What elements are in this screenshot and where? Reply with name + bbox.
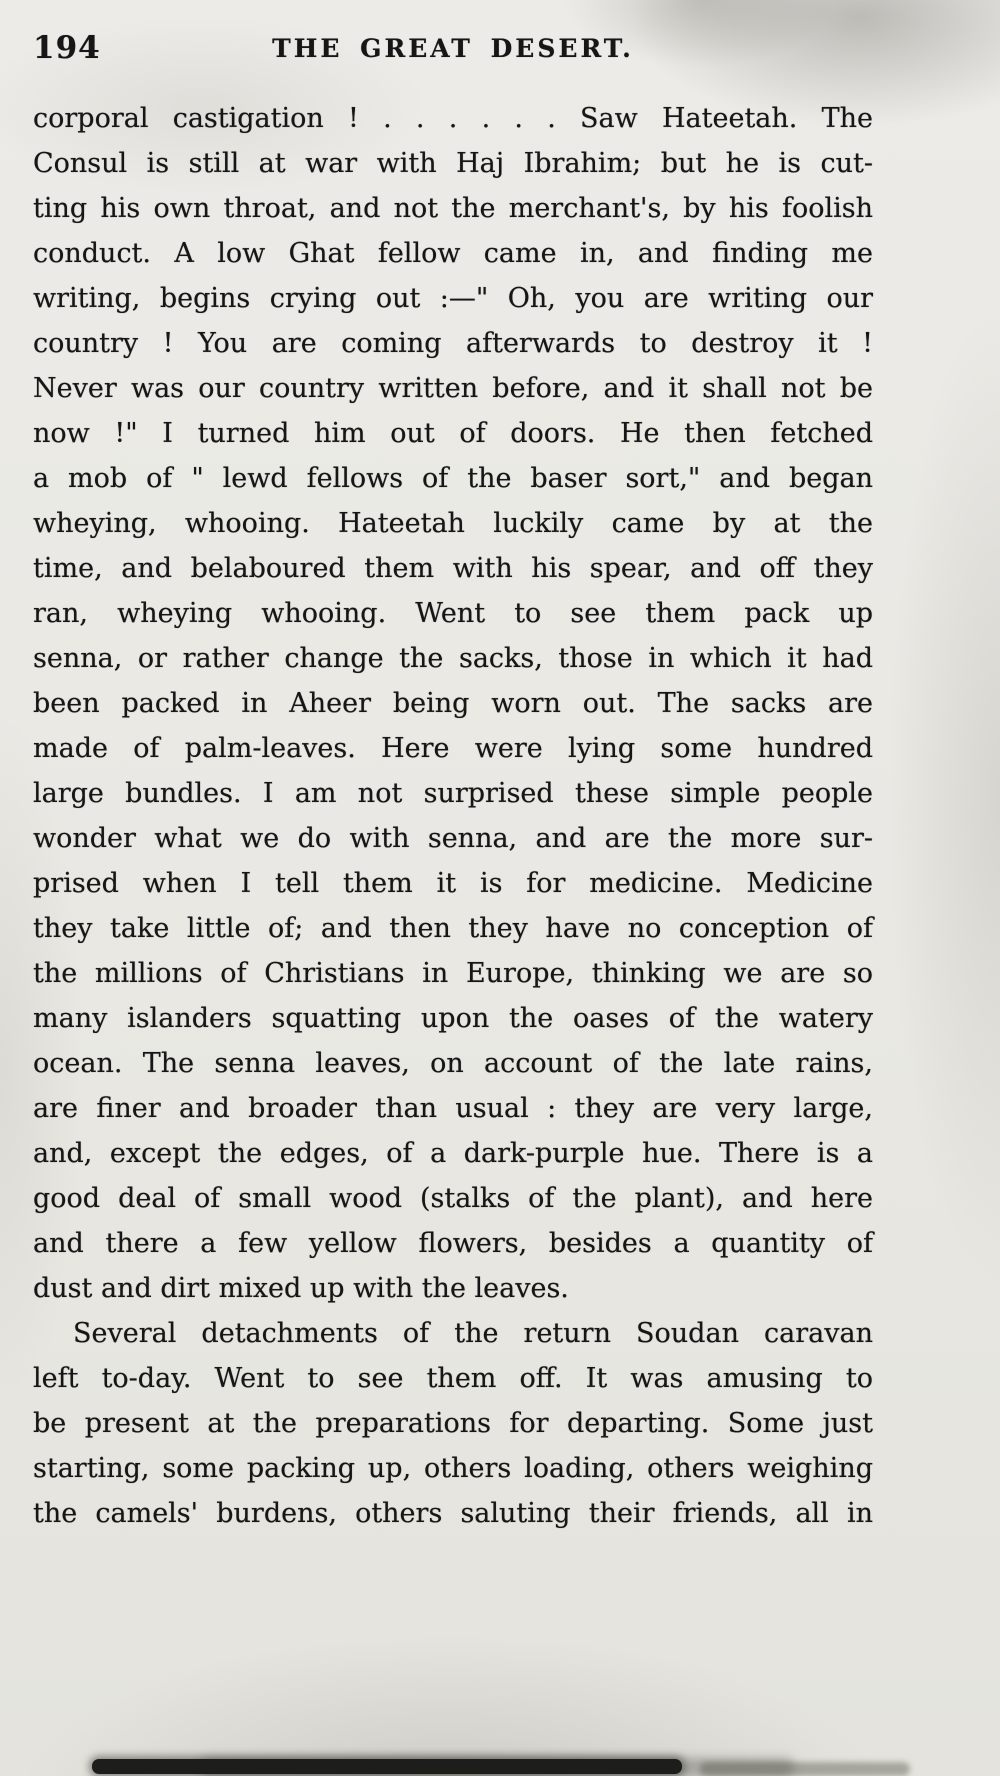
text-line: senna, or rather change the sacks, those in which it had xyxy=(33,643,873,674)
text-line: be present at the preparations for departing. Some just xyxy=(33,1408,873,1439)
text-line: conduct. A low Ghat fellow came in, and finding me xyxy=(33,238,873,269)
text-line: time, and belaboured them with his spear, and off they xyxy=(33,553,873,584)
text-line: ran, wheying whooing. Went to see them pack up xyxy=(33,598,873,629)
text-line: and, except the edges, of a dark-purple hue. There is a xyxy=(33,1138,873,1169)
page-header xyxy=(33,26,873,70)
page-number: 194 xyxy=(33,30,101,66)
text-line: good deal of small wood (stalks of the plant), and here xyxy=(33,1183,873,1214)
text-line: the camels' burdens, others saluting their friends, all in xyxy=(33,1498,873,1529)
text-line: Never was our country written before, and it shall not be xyxy=(33,373,873,404)
text-line: Consul is still at war with Haj Ibrahim; but he is cut- xyxy=(33,148,873,179)
text-line: country ! You are coming afterwards to destroy it ! xyxy=(33,328,873,359)
text-line: writing, begins crying out :—" Oh, you are writing our xyxy=(33,283,873,314)
text-line: left to-day. Went to see them off. It was amusing to xyxy=(33,1363,873,1394)
text-line: made of palm-leaves. Here were lying some hundred xyxy=(33,733,873,764)
text-line: starting, some packing up, others loading, others weighing xyxy=(33,1453,873,1484)
text-line: ting his own throat, and not the merchant's, by his foolish xyxy=(33,193,873,224)
text-line: prised when I tell them it is for medicine. Medicine xyxy=(33,868,873,899)
text-line: corporal castigation ! . . . . . . Saw Hateetah. The xyxy=(33,103,873,134)
text-line: and there a few yellow flowers, besides a quantity of xyxy=(33,1228,873,1259)
text-line: wonder what we do with senna, and are the more sur- xyxy=(33,823,873,854)
text-line: wheying, whooing. Hateetah luckily came by at the xyxy=(33,508,873,539)
body-text xyxy=(33,96,873,1536)
text-line: they take little of; and then they have no conception of xyxy=(33,913,873,944)
scan-artifact-bar xyxy=(92,1759,682,1774)
text-line: been packed in Aheer being worn out. The sacks are xyxy=(33,688,873,719)
text-line: ocean. The senna leaves, on account of the late rains, xyxy=(33,1048,873,1079)
text-line: many islanders squatting upon the oases of the watery xyxy=(33,1003,873,1034)
scan-artifact-smudge xyxy=(700,1762,910,1776)
text-line: large bundles. I am not surprised these simple people xyxy=(33,778,873,809)
text-line: dust and dirt mixed up with the leaves. xyxy=(33,1273,569,1304)
text-line: a mob of " lewd fellows of the baser sort," and began xyxy=(33,463,873,494)
text-line: Several detachments of the return Soudan caravan xyxy=(73,1318,873,1349)
text-line: now !" I turned him out of doors. He then fetched xyxy=(33,418,873,449)
text-line: are finer and broader than usual : they are very large, xyxy=(33,1093,873,1124)
running-head: THE GREAT DESERT. xyxy=(272,34,634,63)
text-line: the millions of Christians in Europe, thinking we are so xyxy=(33,958,873,989)
